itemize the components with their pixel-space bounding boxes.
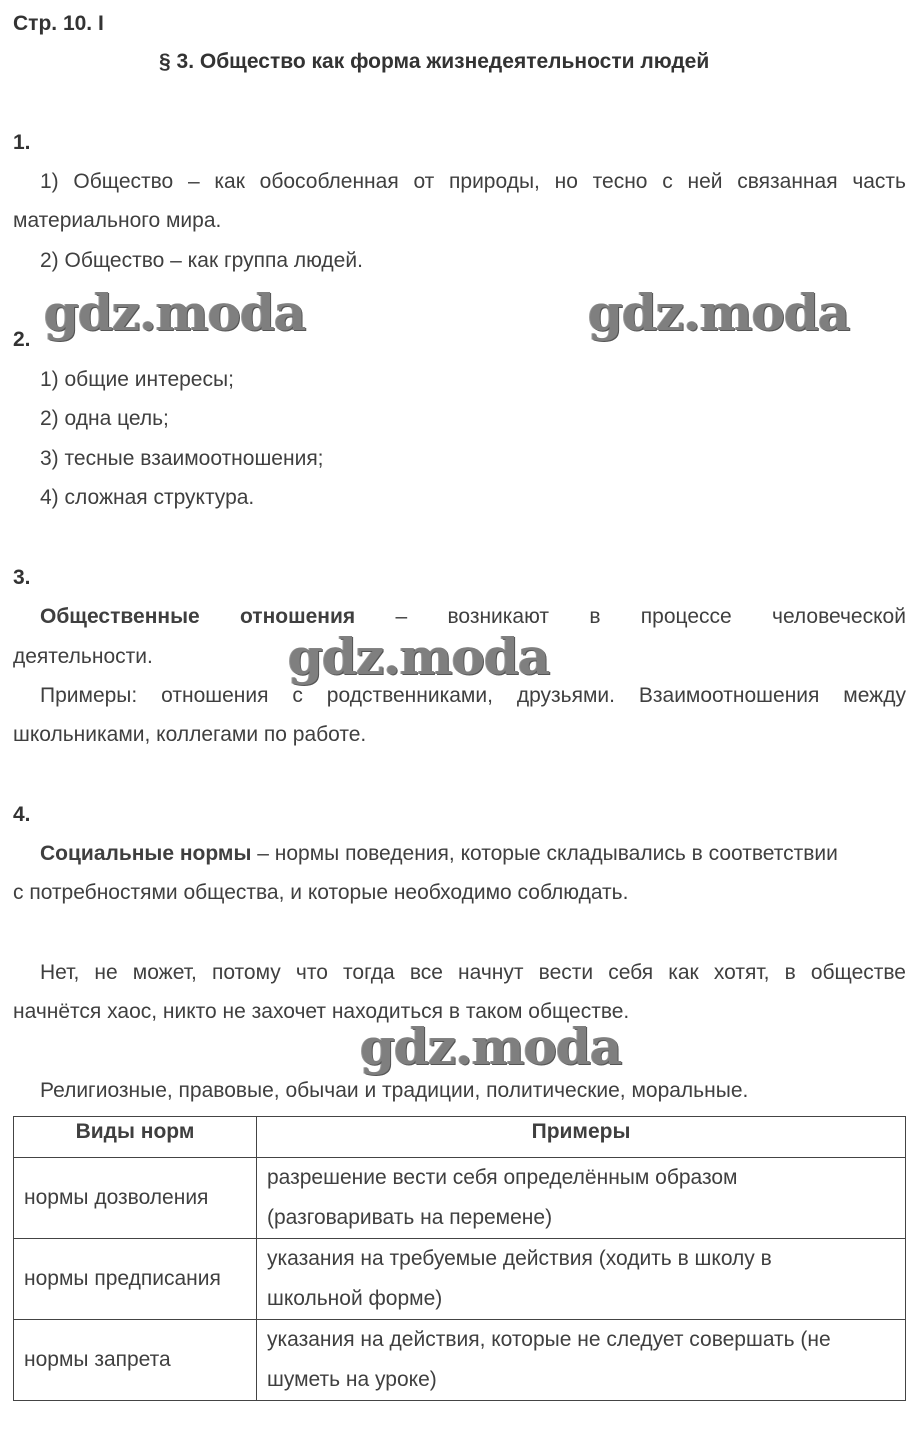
header-norm-types: Виды норм xyxy=(14,1117,257,1158)
table-row xyxy=(14,1320,906,1401)
norm-example-line-1: указания на требуемые действия (ходить в школу в xyxy=(267,1247,772,1270)
watermark-logo: gdz.moda xyxy=(288,627,550,686)
norms-table xyxy=(13,1116,906,1401)
q2-item-2: 2) одна цель; xyxy=(40,407,169,430)
section-title: § 3. Общество как форма жизнедеятельности людей xyxy=(159,50,710,73)
q4-definition-line-1 xyxy=(40,842,838,866)
q3-examples-line-2: школьниками, коллегами по работе. xyxy=(13,723,367,746)
question-3-number: 3. xyxy=(13,566,31,589)
watermark-logo: gdz.moda xyxy=(360,1017,622,1076)
watermark-logo: gdz.moda xyxy=(588,283,850,342)
norm-example-cell xyxy=(257,1320,906,1401)
q2-item-1: 1) общие интересы; xyxy=(40,368,234,391)
table-row xyxy=(14,1158,906,1239)
norm-example-line-1: разрешение вести себя определённым образом xyxy=(267,1166,738,1189)
norm-example-line-2: школьной форме) xyxy=(267,1287,443,1310)
question-1-number: 1. xyxy=(13,131,31,154)
q2-item-4: 4) сложная структура. xyxy=(40,486,255,509)
norm-example-cell xyxy=(257,1158,906,1239)
q3-definition-line-1 xyxy=(40,605,906,629)
q3-word-7: человеческой xyxy=(772,605,906,628)
norm-example-cell xyxy=(257,1239,906,1320)
norm-kind-cell: нормы запрета xyxy=(14,1320,257,1401)
norm-example-line-2: шуметь на уроке) xyxy=(267,1368,437,1391)
q2-item-3: 3) тесные взаимоотношения; xyxy=(40,447,324,470)
norm-example-line-1: указания на действия, которые не следует совершать (не xyxy=(267,1328,831,1351)
norm-kind-cell: нормы предписания xyxy=(14,1239,257,1320)
question-2-number: 2. xyxy=(13,328,31,351)
header-examples: Примеры xyxy=(257,1117,906,1158)
q3-word-4: возникают xyxy=(447,605,550,628)
q3-term-word-1: Общественные xyxy=(40,605,200,628)
q4-term: Социальные нормы xyxy=(40,842,252,865)
q1-answer-1-line-2: материального мира. xyxy=(13,209,222,232)
q3-word-3: – xyxy=(395,605,408,628)
q4-paragraph-2-line-1: Нет, не может, потому что тогда все начнут вести себя как хотят, в обществе xyxy=(40,961,906,984)
q4-definition-rest: – нормы поведения, которые складывались в соответствии xyxy=(251,842,838,865)
q3-definition-line-2: деятельности. xyxy=(13,645,153,668)
q3-examples-line-1: Примеры: отношения с родственниками, друзьями. Взаимоотношения между xyxy=(40,684,906,707)
q3-word-5: в xyxy=(589,605,601,628)
q4-definition-line-2: с потребностями общества, и которые необходимо соблюдать. xyxy=(13,881,629,904)
q4-paragraph-2-line-2: начнётся хаос, никто не захочет находиться в таком обществе. xyxy=(13,1000,630,1023)
watermark-logo: gdz.moda xyxy=(44,283,306,342)
question-4-number: 4. xyxy=(13,803,31,826)
norm-kind-cell: нормы дозволения xyxy=(14,1158,257,1239)
q4-norm-types-list: Религиозные, правовые, обычаи и традиции, политические, моральные. xyxy=(40,1079,749,1102)
table-row xyxy=(14,1239,906,1320)
table-header-row xyxy=(14,1117,906,1158)
q3-term-word-2: отношения xyxy=(240,605,356,628)
norm-example-line-2: (разговаривать на перемене) xyxy=(267,1206,553,1229)
q3-word-6: процессе xyxy=(640,605,732,628)
page-reference: Стр. 10. I xyxy=(13,12,104,35)
q1-answer-2: 2) Общество – как группа людей. xyxy=(40,249,363,272)
q1-answer-1-line-1: 1) Общество – как обособленная от природы, но тесно с ней связанная часть xyxy=(40,170,906,193)
